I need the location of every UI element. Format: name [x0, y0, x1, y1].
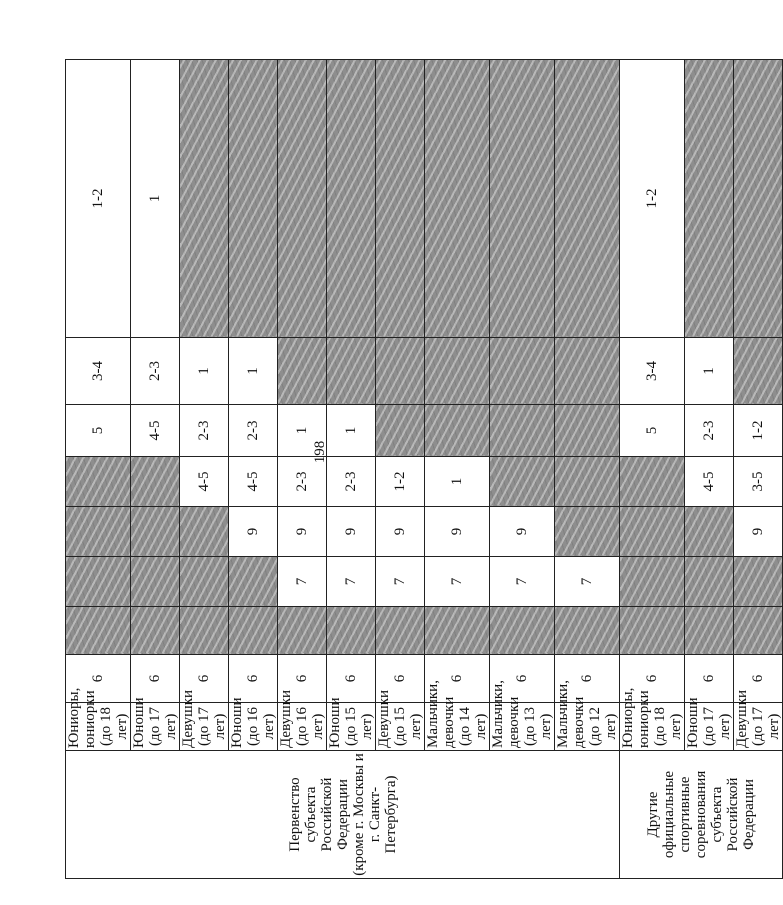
rank-cell	[180, 556, 229, 606]
cell-text-line: Девушки	[734, 689, 750, 748]
rank-cell: 1	[685, 337, 734, 404]
rank-cell	[734, 60, 783, 338]
rank-cell: 1	[278, 404, 327, 456]
rank-cell	[425, 606, 490, 654]
rank-cell	[490, 337, 555, 404]
rank-cell: 7	[425, 556, 490, 606]
cell-text-line: (до 13 лет)	[522, 707, 554, 746]
rank-cell: 1-2	[376, 456, 425, 506]
cell-text-line: (до 15 лет)	[392, 707, 424, 746]
rank-cell: 9	[490, 506, 555, 556]
rank-cell: 6	[66, 654, 131, 702]
rank-cell	[278, 337, 327, 404]
table-body	[66, 60, 783, 879]
rank-cell: 1	[229, 337, 278, 404]
rank-cell	[229, 606, 278, 654]
rank-cell	[131, 606, 180, 654]
cell-text-line: соревнования субъекта	[693, 770, 725, 859]
rank-cell: 6	[425, 654, 490, 702]
cell-text-line: (до 17 лет)	[147, 707, 179, 746]
rank-cell	[327, 337, 376, 404]
rank-cell	[425, 404, 490, 456]
rank-cell	[376, 337, 425, 404]
table-row	[620, 60, 685, 879]
cell-text-line: Мальчики, девочки	[490, 680, 522, 748]
rank-cell	[734, 337, 783, 404]
rank-cell	[376, 60, 425, 338]
rank-cell: 4-5	[685, 456, 734, 506]
rank-cell: 6	[229, 654, 278, 702]
rank-cell: 3-5	[734, 456, 783, 506]
rank-cell	[66, 606, 131, 654]
rank-cell: 7	[490, 556, 555, 606]
cell-text-line: Другие официальные	[645, 770, 677, 859]
age-group-cell	[376, 689, 425, 750]
rank-cell	[685, 606, 734, 654]
rank-cell: 6	[278, 654, 327, 702]
rank-cell: 1	[327, 404, 376, 456]
rank-cell	[620, 606, 685, 654]
rank-cell: 2-3	[180, 404, 229, 456]
rank-cell: 5	[66, 404, 131, 456]
age-group-cell	[620, 687, 685, 750]
rank-cell: 2-3	[229, 404, 278, 456]
rank-cell: 6	[180, 654, 229, 702]
rank-cell: 6	[327, 654, 376, 702]
cell-text-line: Мальчики, девочки	[555, 680, 587, 748]
rank-cell	[620, 506, 685, 556]
rank-cell: 9	[229, 506, 278, 556]
rank-cell	[376, 404, 425, 456]
age-group-cell	[734, 689, 783, 750]
rank-cell	[685, 506, 734, 556]
rank-cell	[278, 606, 327, 654]
rank-cell: 6	[620, 654, 685, 702]
rank-cell	[555, 456, 620, 506]
rank-cell: 6	[376, 654, 425, 702]
age-group-cell	[180, 689, 229, 750]
rank-cell	[425, 60, 490, 338]
competition-label	[66, 750, 620, 878]
table-row	[66, 60, 131, 879]
rank-cell	[131, 556, 180, 606]
age-group-cell	[229, 697, 278, 750]
rank-cell: 6	[734, 654, 783, 702]
cell-text-line: г. Санкт-Петербурга)	[366, 775, 399, 854]
rank-cell: 1	[131, 60, 180, 338]
rank-cell	[66, 506, 131, 556]
rank-cell: 4-5	[180, 456, 229, 506]
cell-text-line: Юноши	[327, 697, 343, 748]
cell-text-line: (кроме г. Москвы и	[350, 753, 367, 876]
rank-cell	[376, 606, 425, 654]
age-group-cell	[685, 697, 734, 750]
cell-text-line: (до 17 лет)	[701, 707, 733, 746]
cell-text-line: (до 14 лет)	[457, 707, 489, 746]
cell-text-line: Девушки	[376, 689, 392, 748]
cell-text-line: (до 12 лет)	[587, 707, 619, 746]
rank-cell	[685, 60, 734, 338]
cell-text-line: Юноши	[685, 697, 701, 748]
rank-cell: 6	[490, 654, 555, 702]
rotated-table-container	[65, 59, 782, 879]
rank-cell	[131, 506, 180, 556]
cell-text-line: (до 16 лет)	[294, 707, 326, 746]
age-group-cell	[555, 680, 620, 750]
rank-cell	[425, 337, 490, 404]
rank-cell: 3-4	[620, 337, 685, 404]
rank-cell: 6	[555, 654, 620, 702]
rank-cell	[685, 556, 734, 606]
rank-cell: 9	[376, 506, 425, 556]
rank-cell: 2-3	[685, 404, 734, 456]
rank-cell	[229, 556, 278, 606]
age-group-cell	[66, 687, 131, 750]
rank-cell: 6	[685, 654, 734, 702]
rank-cell: 9	[734, 506, 783, 556]
rank-cell: 4-5	[131, 404, 180, 456]
rank-cell	[620, 456, 685, 506]
rank-cell: 6	[131, 654, 180, 702]
rank-cell	[327, 60, 376, 338]
cell-text-line: Первенство субъекта	[286, 777, 319, 852]
cell-text-line: Юниоры, юниорки	[620, 687, 652, 748]
cell-text-line: Российской Федерации	[318, 777, 351, 852]
age-group-cell	[131, 697, 180, 750]
rank-cell	[555, 60, 620, 338]
cell-text-line: Девушки	[180, 689, 196, 748]
cell-text-line: Юноши	[131, 697, 147, 748]
rank-cell: 1-2	[620, 60, 685, 338]
cell-text-line: Юноши	[229, 697, 245, 748]
page-number: 198	[312, 440, 328, 464]
age-group-cell	[278, 689, 327, 750]
rank-cell	[620, 556, 685, 606]
cell-text-line: (до 18 лет)	[98, 707, 130, 746]
rank-cell	[180, 60, 229, 338]
rank-cell	[180, 606, 229, 654]
rank-cell	[490, 404, 555, 456]
cell-text-line: Мальчики, девочки	[425, 680, 457, 748]
rank-cell	[180, 506, 229, 556]
rank-cell: 9	[278, 506, 327, 556]
rank-cell: 9	[327, 506, 376, 556]
rank-cell: 1	[180, 337, 229, 404]
rank-cell	[490, 60, 555, 338]
rank-cell	[555, 606, 620, 654]
cell-text-line: (до 17 лет)	[196, 707, 228, 746]
rank-cell: 2-3	[131, 337, 180, 404]
rank-cell: 3-4	[66, 337, 131, 404]
cell-text-line: Российской Федерации	[725, 777, 757, 852]
rank-cell: 7	[278, 556, 327, 606]
age-group-cell	[490, 680, 555, 750]
rank-cell: 1	[425, 456, 490, 506]
ranking-table	[65, 59, 783, 879]
rank-cell: 2-3	[327, 456, 376, 506]
rank-cell	[490, 606, 555, 654]
rank-cell: 1-2	[66, 60, 131, 338]
rank-cell	[66, 456, 131, 506]
rank-cell	[555, 506, 620, 556]
cell-text-line: спортивные	[677, 776, 693, 853]
competition-label	[620, 750, 783, 878]
rank-cell	[490, 456, 555, 506]
rank-cell: 5	[620, 404, 685, 456]
age-group-cell	[327, 697, 376, 750]
rank-cell: 7	[376, 556, 425, 606]
rank-cell	[734, 556, 783, 606]
rank-cell: 1-2	[734, 404, 783, 456]
rank-cell: 9	[425, 506, 490, 556]
cell-text-line: (до 18 лет)	[652, 707, 684, 746]
rank-cell: 7	[555, 556, 620, 606]
cell-text-line: Девушки	[278, 689, 294, 748]
rank-cell	[555, 404, 620, 456]
rank-cell	[131, 456, 180, 506]
rank-cell	[327, 606, 376, 654]
rank-cell	[66, 556, 131, 606]
age-group-cell	[425, 680, 490, 750]
rank-cell	[278, 60, 327, 338]
cell-text-line: (до 16 лет)	[245, 707, 277, 746]
rank-cell: 2-3	[278, 456, 327, 506]
rank-cell: 7	[327, 556, 376, 606]
cell-text-line: Юниоры, юниорки	[66, 687, 98, 748]
rank-cell	[229, 60, 278, 338]
rank-cell	[555, 337, 620, 404]
rank-cell	[734, 606, 783, 654]
cell-text-line: (до 17 лет)	[750, 707, 782, 746]
rank-cell: 4-5	[229, 456, 278, 506]
cell-text-line: (до 15 лет)	[343, 707, 375, 746]
